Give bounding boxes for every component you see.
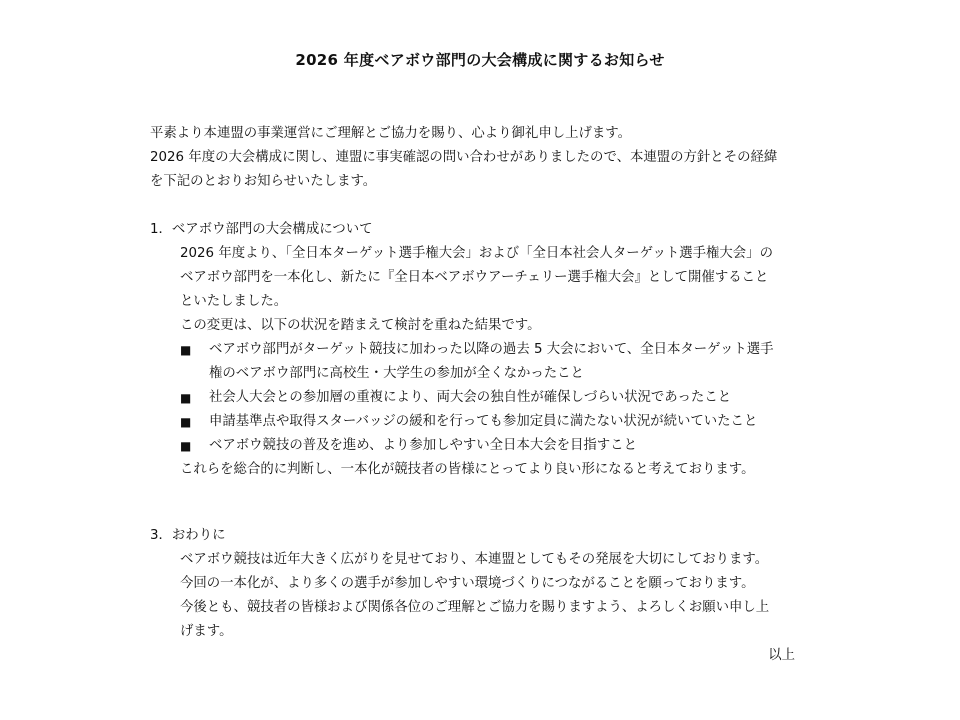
section3-body-line-1: ベアボウ競技は近年大きく広がりを見せており、本連盟としてもその発展を大切にしております。 bbox=[180, 552, 769, 567]
bullet-item-2: 社会人大会との参加層の重複により、両大会の独自性が確保しづらい状況であったこと bbox=[209, 390, 732, 405]
section3-heading: 3．おわりに bbox=[150, 528, 226, 543]
section1-body-line-1: 2026 年度より、「全日本ターゲット選手権大会」および「全日本社会人ターゲット選手権大会」の bbox=[180, 246, 773, 261]
bullet-square-icon-1: ■ bbox=[180, 343, 192, 357]
document-title: 2026 年度ベアボウ部門の大会構成に関するお知らせ bbox=[295, 51, 665, 69]
bullet-square-icon-2: ■ bbox=[180, 391, 192, 405]
section1-body-line-3: といたしました。 bbox=[180, 294, 288, 309]
section1-body-line-2: ベアボウ部門を一本化し、新たに『全日本ベアボウアーチェリー選手権大会』として開催すること bbox=[180, 270, 769, 285]
section1-body-line-4: この変更は、以下の状況を踏まえて検討を重ねた結果です。 bbox=[180, 318, 541, 333]
section1-conclusion: これらを総合的に判断し、一本化が競技者の皆様にとってより良い形になると考えております。 bbox=[180, 462, 755, 477]
section3-body-line-4: げます。 bbox=[180, 624, 233, 639]
section1-heading: 1．ベアボウ部門の大会構成について bbox=[150, 222, 373, 237]
bullet-item-3: 申請基準点や取得スターバッジの緩和を行っても参加定員に満たない状況が続いていたこと bbox=[209, 414, 758, 429]
intro-line-3: を下記のとおりお知らせいたします。 bbox=[150, 174, 377, 189]
bullet-square-icon-4: ■ bbox=[180, 439, 192, 453]
bullet-item-4: ベアボウ競技の普及を進め、より参加しやすい全日本大会を目指すこと bbox=[209, 438, 637, 453]
bullet-item-1-line-1: ベアボウ部門がターゲット競技に加わった以降の過去 5 大会において、全日本ターゲット選手 bbox=[209, 342, 774, 357]
intro-line-2: 2026 年度の大会構成に関し、連盟に事実確認の問い合わせがありましたので、本連盟の方針とその経緯 bbox=[150, 150, 778, 165]
bullet-square-icon-3: ■ bbox=[180, 415, 192, 429]
closing-text: 以上 bbox=[768, 648, 795, 663]
intro-line-1: 平素より本連盟の事業運営にご理解とご協力を賜り、心より御礼申し上げます。 bbox=[150, 126, 631, 141]
section3-body-line-3: 今後とも、競技者の皆様および関係各位のご理解とご協力を賜りますよう、よろしくお願い申し上 bbox=[180, 600, 770, 615]
section3-body-line-2: 今回の一本化が、より多くの選手が参加しやすい環境づくりにつながることを願っております。 bbox=[180, 576, 755, 591]
bullet-item-1-line-2: 権のベアボウ部門に高校生・大学生の参加が全くなかったこと bbox=[209, 366, 584, 381]
